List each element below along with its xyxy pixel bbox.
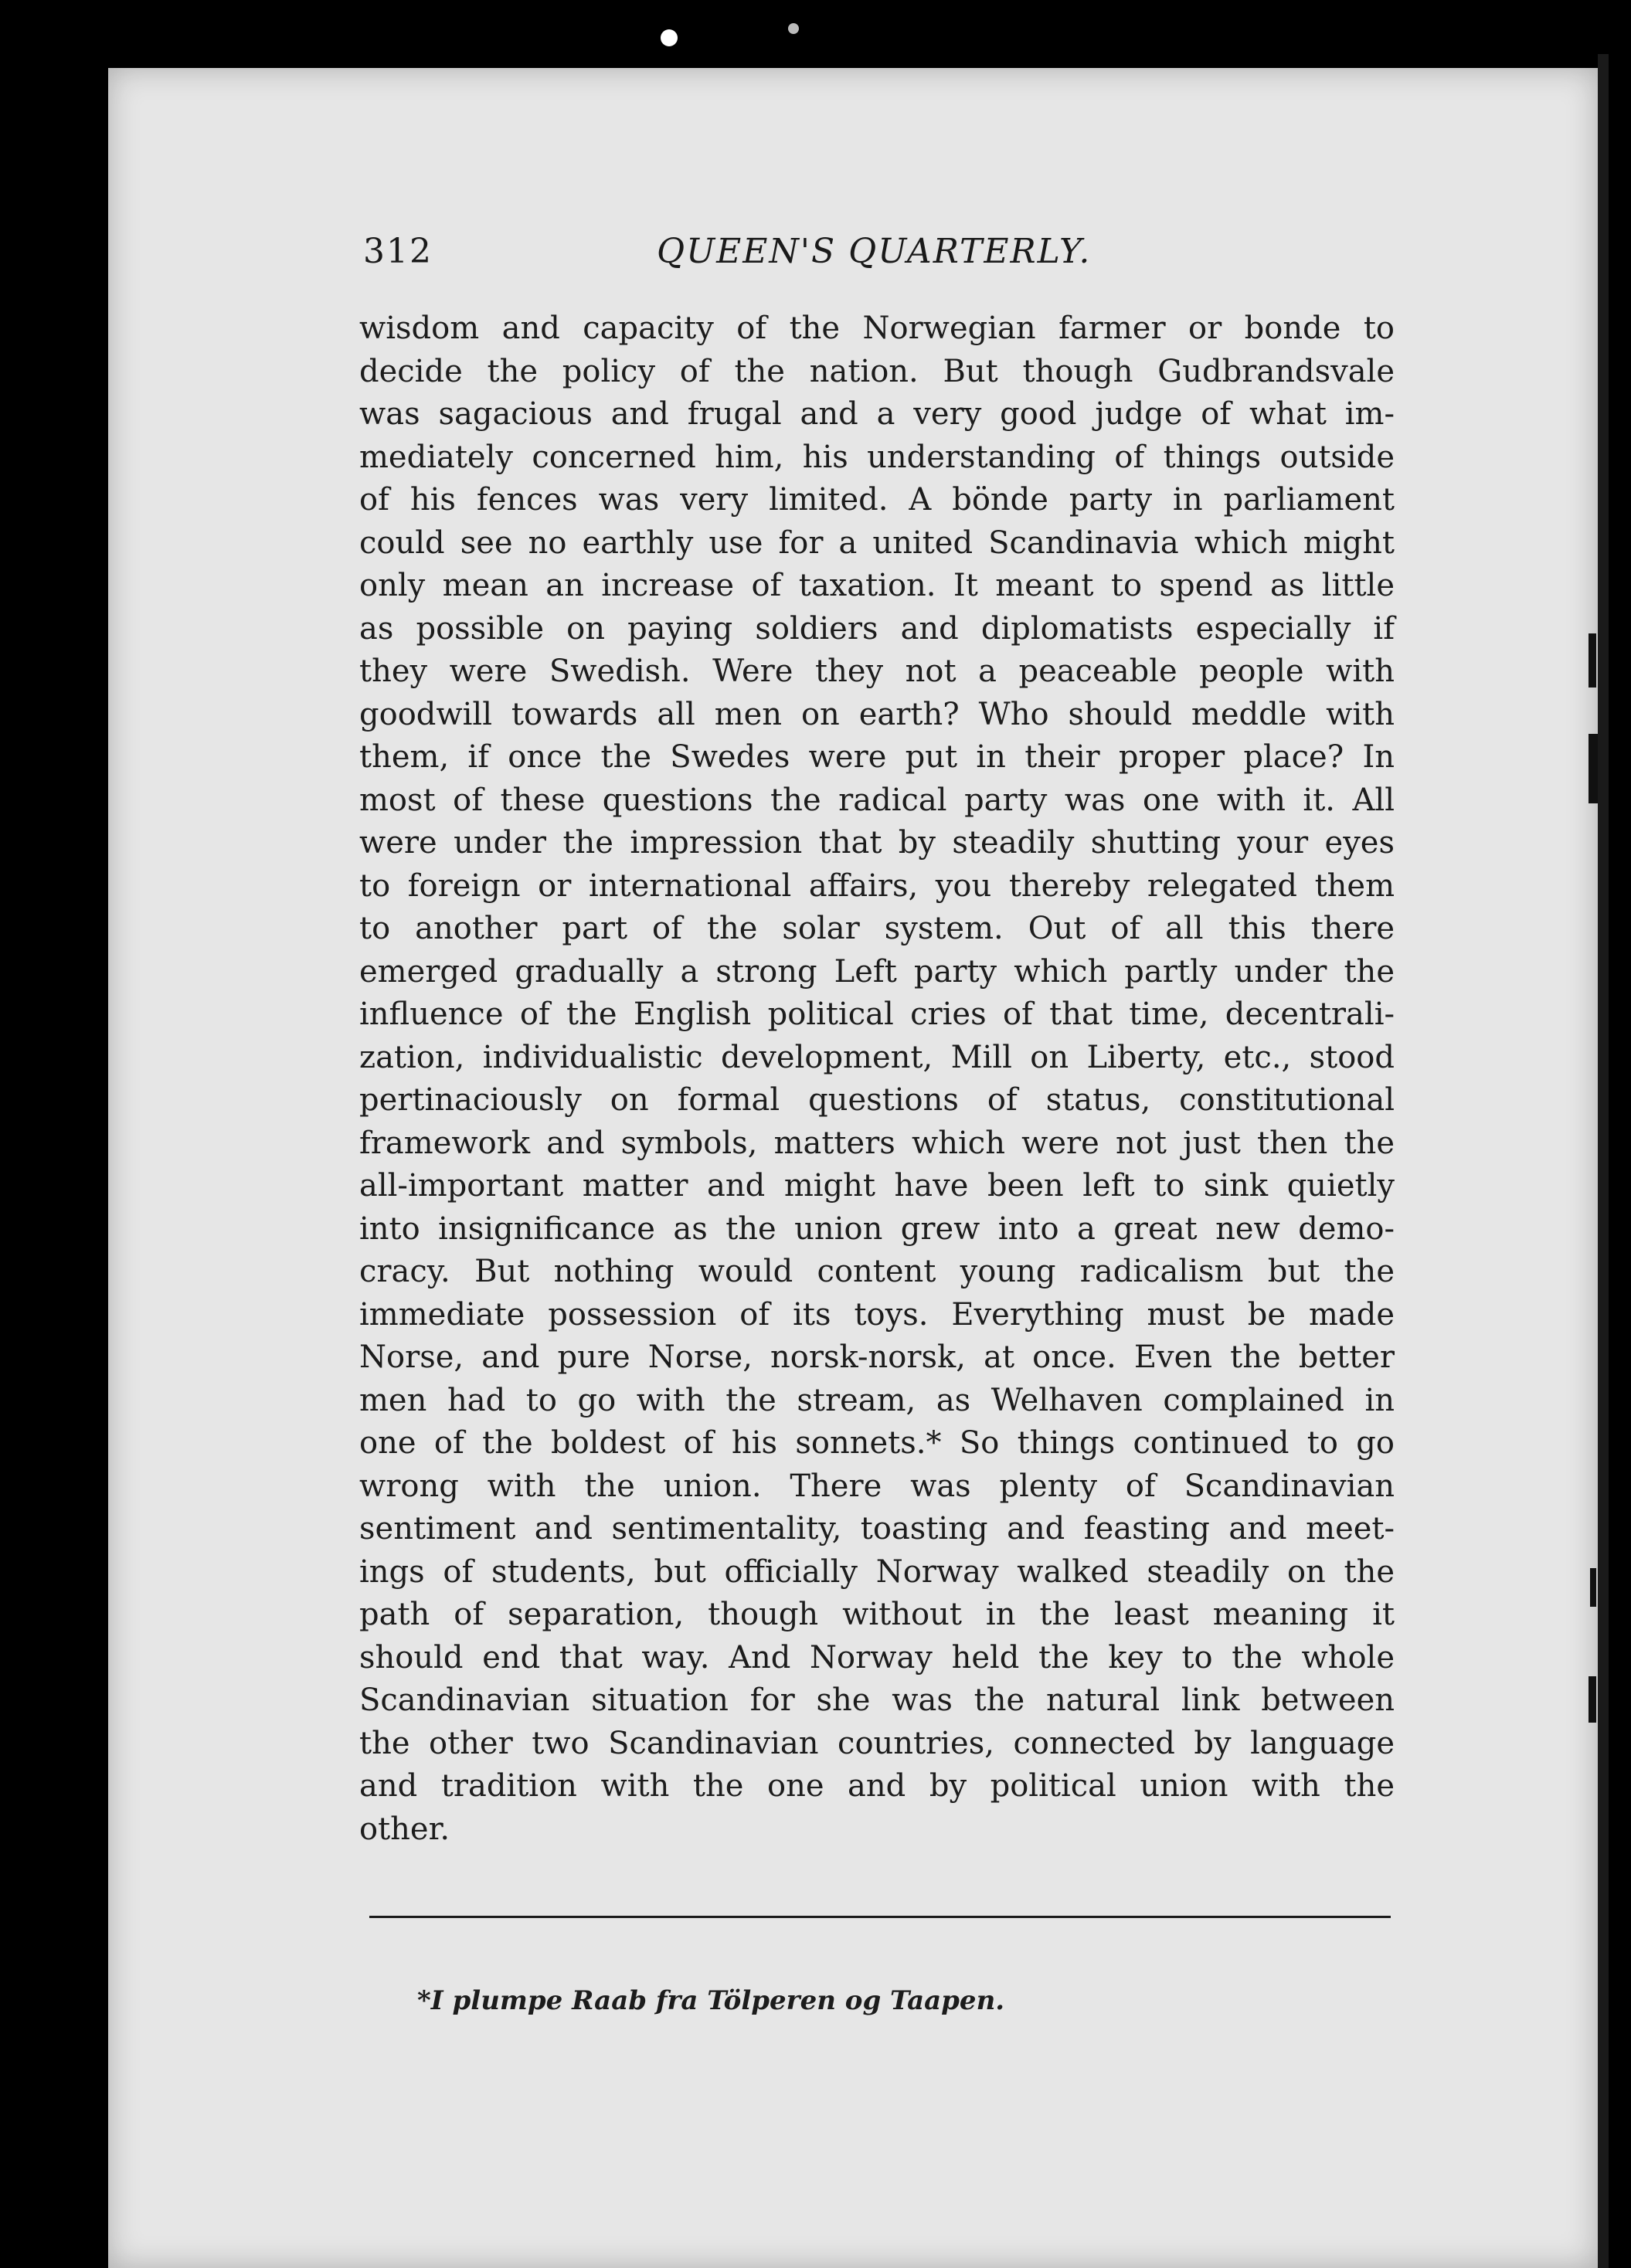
text-line: all-important matter and might have been left to sink quietly: [359, 1168, 1395, 1204]
page-edge-shadow: [1598, 54, 1609, 2268]
text-line: Norse, and pure Norse, norsk-norsk, at once. Even the better: [359, 1339, 1395, 1375]
text-line: zation, individualistic development, Mill on Liberty, etc., stood: [359, 1039, 1395, 1075]
text-line: they were Swedish. Were they not a peaceable people with: [359, 654, 1395, 689]
text-line: as possible on paying soldiers and diplomatists especially if: [359, 610, 1395, 647]
dust-speck: [788, 23, 799, 34]
text-line: most of these questions the radical party was one with it. All: [359, 782, 1395, 818]
text-line: framework and symbols, matters which were not just then the: [359, 1125, 1395, 1161]
footnote-rule: [369, 1916, 1391, 1918]
text-line: goodwill towards all men on earth? Who should meddle with: [359, 696, 1395, 732]
running-head: QUEEN'S QUARTERLY.: [657, 232, 1092, 271]
text-line: wisdom and capacity of the Norwegian farmer or bonde to: [359, 311, 1395, 346]
text-line: to another part of the solar system. Out of all this there: [359, 911, 1395, 946]
text-line: them, if once the Swedes were put in their proper place? In: [359, 739, 1395, 775]
text-line: of his fences was very limited. A bönde party in parliament: [359, 482, 1395, 518]
text-line: one of the boldest of his sonnets.* So things continued to go: [359, 1425, 1395, 1461]
text-line: to foreign or international affairs, you thereby relegated them: [359, 867, 1395, 904]
dust-speck: [661, 29, 678, 46]
text-line: pertinaciously on formal questions of status, constitutional: [359, 1082, 1395, 1118]
text-line: decide the policy of the nation. But though Gudbrandsvale: [359, 353, 1395, 389]
body-text: [359, 307, 1395, 1851]
text-line: immediate possession of its toys. Everything must be made: [359, 1296, 1395, 1333]
text-line: wrong with the union. There was plenty of Scandinavian: [359, 1468, 1395, 1504]
text-line: path of separation, though without in the least meaning it: [359, 1597, 1395, 1632]
text-line: and tradition with the one and by political union with the: [359, 1768, 1395, 1804]
binding-mark: [1589, 1676, 1596, 1723]
binding-mark: [1589, 734, 1598, 803]
text-line: the other two Scandinavian countries, connected by language: [359, 1725, 1395, 1761]
binding-mark: [1590, 1568, 1596, 1607]
text-line: cracy. But nothing would content young radicalism but the: [359, 1254, 1395, 1289]
text-line: Scandinavian situation for she was the natural link between: [359, 1682, 1395, 1718]
text-line: men had to go with the stream, as Welhaven complained in: [359, 1382, 1395, 1418]
text-line: emerged gradually a strong Left party which partly under the: [359, 953, 1395, 990]
text-line: could see no earthly use for a united Scandinavia which might: [359, 525, 1395, 561]
page-number: 312: [363, 232, 433, 271]
text-line: influence of the English political cries of that time, decentrali-: [359, 996, 1395, 1032]
binding-mark: [1589, 633, 1596, 688]
text-line: only mean an increase of taxation. It meant to spend as little: [359, 568, 1395, 603]
text-line: other.: [359, 1811, 450, 1847]
text-line: mediately concerned him, his understanding of things outside: [359, 439, 1395, 475]
text-line: into insignificance as the union grew into a great new demo-: [359, 1210, 1395, 1247]
text-line: were under the impression that by steadily shutting your eyes: [359, 825, 1395, 861]
text-line: should end that way. And Norway held the key to the whole: [359, 1639, 1395, 1676]
text-line: sentiment and sentimentality, toasting and feasting and meet-: [359, 1511, 1395, 1547]
page-header: [363, 232, 1391, 278]
footnote: *I plumpe Raab fra Tölperen og Taapen.: [417, 1985, 1005, 2016]
text-line: ings of students, but officially Norway walked steadily on the: [359, 1553, 1395, 1590]
text-line: was sagacious and frugal and a very good judge of what im-: [359, 396, 1395, 432]
